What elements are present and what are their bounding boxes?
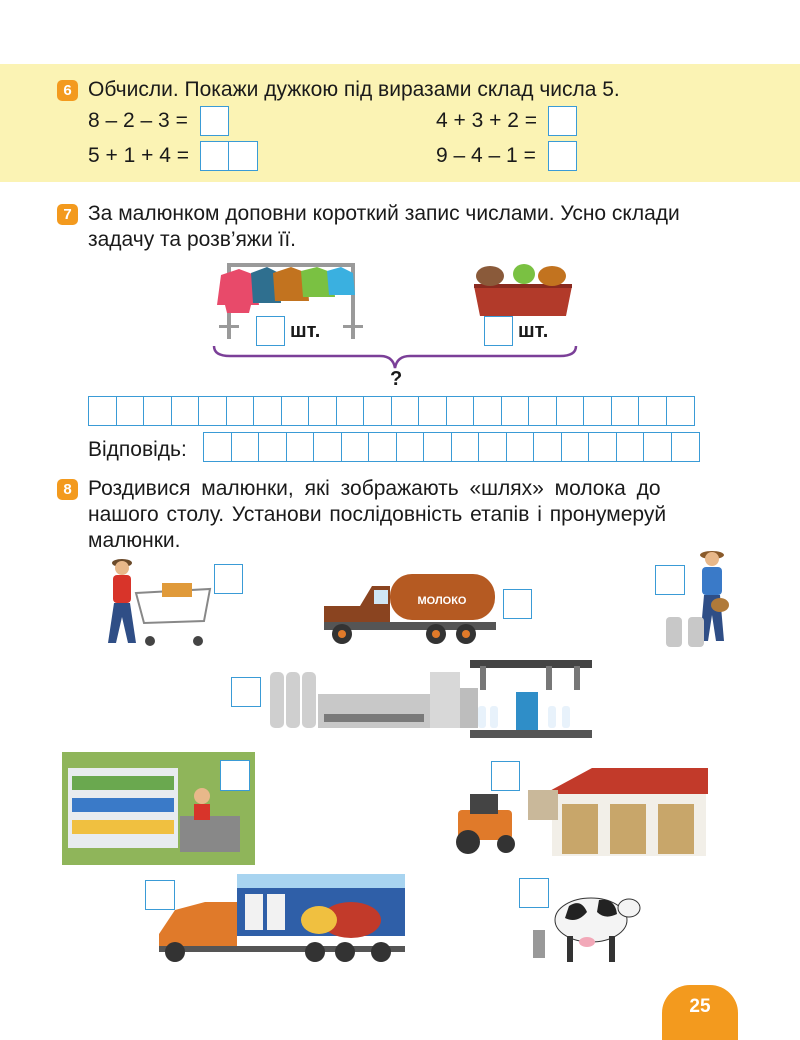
task7-prompt-line2: задачу та розв’яжи її. (88, 228, 297, 251)
task7-brace (210, 344, 580, 370)
grid-cell[interactable] (231, 432, 260, 462)
task6-answer-box-4[interactable] (548, 141, 577, 171)
grid-cell[interactable] (533, 432, 562, 462)
grid-cell[interactable] (171, 396, 200, 426)
task6-expr-3 (88, 141, 189, 171)
task8-prompt-line1: Роздивися малюнки, які зображають «шлях» молока до (88, 477, 661, 500)
farmer-with-milk-cans-illustration (660, 545, 735, 650)
grid-cell[interactable] (258, 432, 287, 462)
grid-cell[interactable] (451, 432, 480, 462)
task7-count-box-2[interactable] (484, 316, 513, 346)
task6-expr-2 (436, 106, 537, 136)
grid-cell[interactable] (616, 432, 645, 462)
grid-cell[interactable] (588, 432, 617, 462)
task8-prompt-line2: нашого столу. Установи послідовність етапів і пронумеруй (88, 503, 667, 526)
task7-solution-grid[interactable] (88, 396, 693, 426)
task7-answer-label: Відповідь: (88, 438, 187, 461)
stage-box-factory[interactable] (231, 677, 261, 707)
farm-tractor-cows-illustration (452, 764, 710, 856)
grid-cell[interactable] (308, 396, 337, 426)
expr-text: 5 + 1 + 4 = (88, 144, 190, 167)
grid-cell[interactable] (478, 432, 507, 462)
grid-cell[interactable] (226, 396, 255, 426)
grid-cell[interactable] (363, 396, 392, 426)
grid-cell[interactable] (88, 396, 117, 426)
task7-unit-2: шт. (518, 320, 549, 342)
task6-prompt: Обчисли. Покажи дужкою під виразами склад числа 5. (88, 78, 620, 101)
task7-unit-1: шт. (290, 320, 321, 342)
stage-box-store[interactable] (220, 760, 250, 791)
grid-cell[interactable] (116, 396, 145, 426)
grid-cell[interactable] (501, 396, 530, 426)
dairy-factory-illustration (268, 658, 593, 750)
task6-expr-4 (436, 141, 536, 171)
milk-tanker-truck-illustration (320, 570, 500, 650)
shopper-with-cart-illustration (100, 555, 220, 650)
grid-cell[interactable] (418, 396, 447, 426)
grid-cell[interactable] (638, 396, 667, 426)
task6-answer-box-1[interactable] (200, 106, 229, 136)
grid-cell[interactable] (473, 396, 502, 426)
grid-cell[interactable] (341, 432, 370, 462)
dairy-delivery-truck-illustration (155, 870, 407, 965)
task6-answer-box-3b[interactable] (228, 141, 258, 171)
grid-cell[interactable] (313, 432, 342, 462)
expr-text: 4 + 3 + 2 = (436, 109, 538, 132)
task6-expr-1 (88, 106, 188, 136)
expr-text: 8 – 2 – 3 = (88, 109, 188, 132)
cow-milking-illustration (525, 890, 645, 965)
expr-text: 9 – 4 – 1 = (436, 144, 536, 167)
task8-prompt-line3: малюнки. (88, 529, 181, 552)
task7-count-box-1[interactable] (256, 316, 285, 346)
stage-box-shopper[interactable] (214, 564, 243, 594)
tanker-label: МОЛОКО (417, 595, 467, 607)
task8-number-badge: 8 (57, 479, 78, 500)
grid-cell[interactable] (556, 396, 585, 426)
task6-answer-box-2[interactable] (548, 106, 577, 136)
grid-cell[interactable] (611, 396, 640, 426)
page-number: 25 (662, 985, 738, 1040)
grid-cell[interactable] (286, 432, 315, 462)
grid-cell[interactable] (561, 432, 590, 462)
grid-cell[interactable] (198, 396, 227, 426)
shoe-shelf-illustration (468, 260, 578, 320)
grid-cell[interactable] (368, 432, 397, 462)
grid-cell[interactable] (253, 396, 282, 426)
grid-cell[interactable] (203, 432, 232, 462)
grid-cell[interactable] (336, 396, 365, 426)
grid-cell[interactable] (143, 396, 172, 426)
grid-cell[interactable] (671, 432, 700, 462)
grid-cell[interactable] (396, 432, 425, 462)
task7-prompt-line1: За малюнком доповни короткий запис числами. Усно склади (88, 202, 680, 225)
task6-answer-box-3a[interactable] (200, 141, 229, 171)
task7-question-mark: ? (390, 368, 403, 390)
grid-cell[interactable] (423, 432, 452, 462)
grid-cell[interactable] (643, 432, 672, 462)
grid-cell[interactable] (666, 396, 695, 426)
grid-cell[interactable] (391, 396, 420, 426)
stage-box-tanker[interactable] (503, 589, 532, 619)
task7-answer-grid[interactable] (203, 432, 698, 462)
grid-cell[interactable] (446, 396, 475, 426)
grid-cell[interactable] (583, 396, 612, 426)
grid-cell[interactable] (281, 396, 310, 426)
grid-cell[interactable] (506, 432, 535, 462)
grid-cell[interactable] (528, 396, 557, 426)
task6-number-badge: 6 (57, 80, 78, 101)
task7-number-badge: 7 (57, 204, 78, 225)
